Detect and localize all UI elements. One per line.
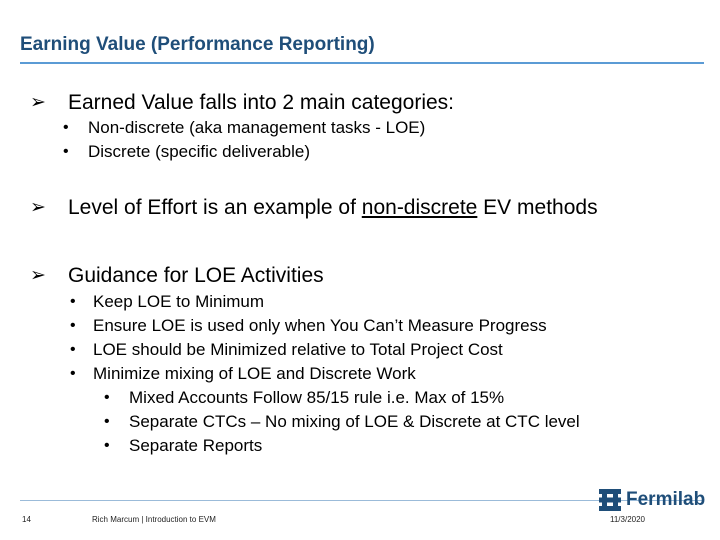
footer-date: 11/3/2020	[610, 515, 645, 524]
arrow-bullet-icon: ➢	[30, 265, 46, 286]
bullet-icon: •	[63, 143, 69, 160]
section3-item-4: Minimize mixing of LOE and Discrete Work	[93, 364, 416, 383]
title-divider	[20, 62, 704, 64]
section1-item-2: Discrete (specific deliverable)	[88, 142, 311, 161]
section3-subitem-3: Separate Reports	[129, 436, 263, 455]
slide-title: Earning Value (Performance Reporting)	[20, 34, 375, 55]
bullet-icon: •	[104, 437, 110, 454]
section1-item-1: Non-discrete (aka management tasks - LOE)	[88, 118, 426, 137]
bullet-icon: •	[70, 365, 76, 382]
section2-underlined: non-discrete	[361, 196, 478, 219]
section3-subitem-1: Mixed Accounts Follow 85/15 rule i.e. Max of 15%	[129, 388, 505, 407]
section2-suffix: EV methods	[477, 196, 598, 219]
fermilab-logo-text: Fermilab	[626, 489, 706, 510]
section3-subitem-2: Separate CTCs – No mixing of LOE & Discrete at CTC level	[129, 412, 580, 431]
fermilab-logo	[598, 488, 705, 512]
bullet-icon: •	[104, 389, 110, 406]
bullet-icon: •	[70, 341, 76, 358]
bullet-icon: •	[104, 413, 110, 430]
arrow-bullet-icon: ➢	[30, 92, 46, 113]
bullet-icon: •	[70, 317, 76, 334]
section2-prefix: Level of Effort is an example of	[68, 196, 362, 219]
section2-text	[68, 196, 598, 220]
section3-heading: Guidance for LOE Activities	[68, 264, 324, 287]
bullet-icon: •	[63, 119, 69, 136]
section3-item-2: Ensure LOE is used only when You Can’t Measure Progress	[93, 316, 547, 335]
fermilab-logo-icon	[598, 488, 622, 512]
arrow-bullet-icon: ➢	[30, 197, 46, 218]
page-number: 14	[22, 515, 31, 524]
section3-item-1: Keep LOE to Minimum	[93, 292, 265, 311]
footer-presenter: Rich Marcum | Introduction to EVM	[92, 515, 216, 524]
section1-heading: Earned Value falls into 2 main categories:	[68, 91, 454, 114]
bullet-icon: •	[70, 293, 76, 310]
section3-item-3: LOE should be Minimized relative to Total Project Cost	[93, 340, 503, 359]
